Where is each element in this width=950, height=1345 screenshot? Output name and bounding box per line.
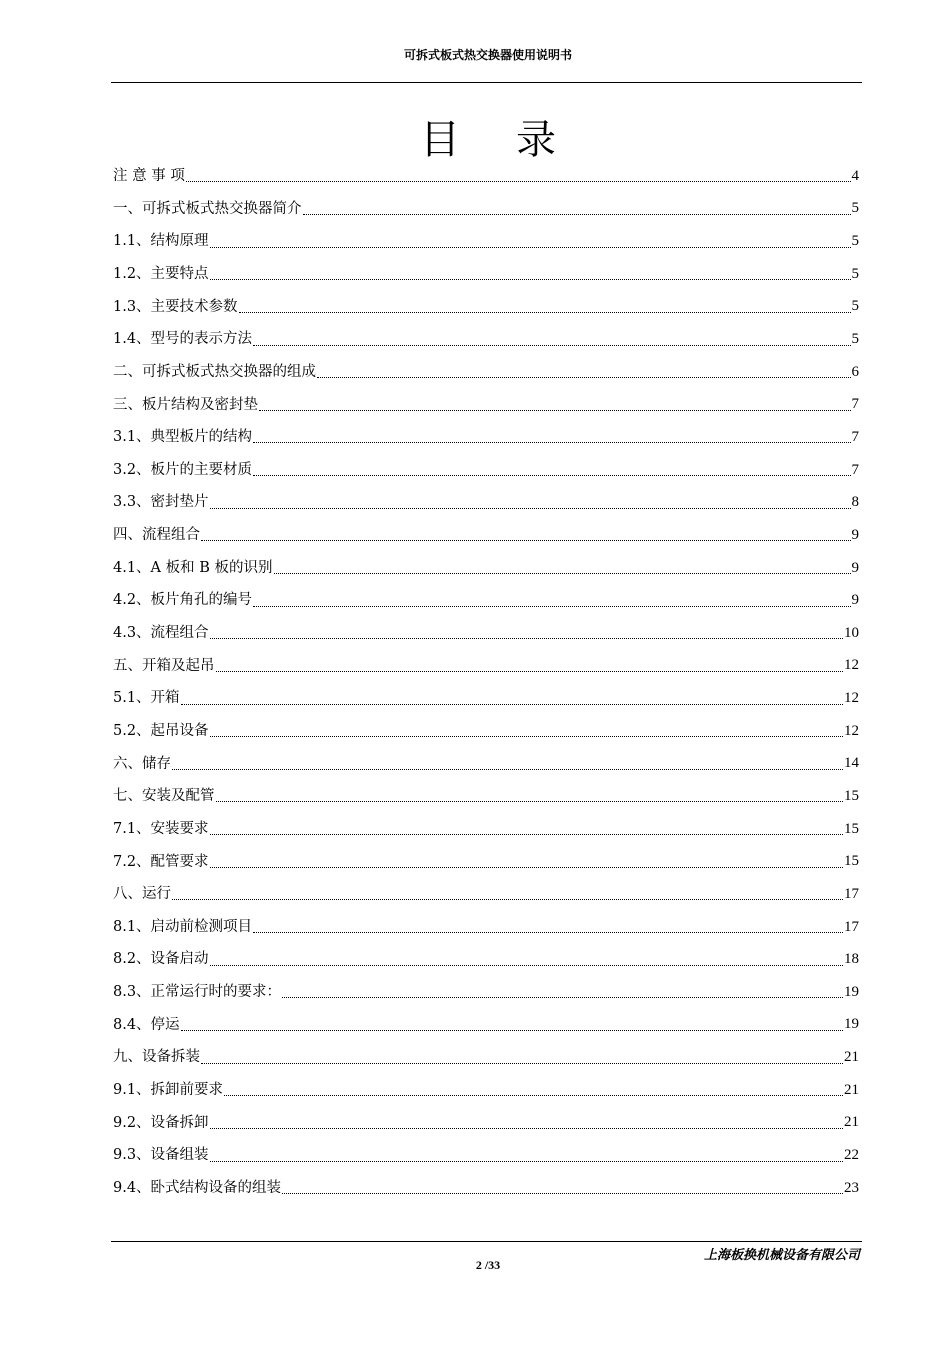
toc-entry-page: 5 xyxy=(851,265,859,282)
toc-entry-page: 7 xyxy=(851,396,859,413)
toc-entry[interactable] xyxy=(113,323,859,356)
toc-entry[interactable] xyxy=(113,1139,859,1172)
toc-entry-page: 10 xyxy=(844,624,859,641)
toc-entry[interactable] xyxy=(113,748,859,781)
toc-entry-page: 7 xyxy=(851,461,859,478)
dot-leader xyxy=(181,1029,843,1031)
toc-entry-label: 4.1、A 板和 B 板的识别 xyxy=(113,559,273,576)
toc-entry-label: 9.1、拆卸前要求 xyxy=(113,1082,224,1098)
toc-entry-page: 5 xyxy=(851,331,859,348)
dot-leader xyxy=(216,800,844,802)
toc-entry-label: 9.3、设备组装 xyxy=(113,1147,209,1164)
toc-entry-label: 五、开箱及起吊 xyxy=(113,657,215,674)
footer-divider xyxy=(111,1241,862,1242)
header-divider xyxy=(111,82,862,83)
toc-entry[interactable] xyxy=(113,943,859,976)
dot-leader xyxy=(216,670,844,672)
toc-entry[interactable] xyxy=(113,258,859,291)
toc-entry[interactable] xyxy=(113,650,859,683)
toc-entry-page: 4 xyxy=(851,167,859,184)
toc-entry-page: 5 xyxy=(851,298,859,315)
dot-leader xyxy=(224,1094,843,1096)
toc-entry-label: 5.1、开箱 xyxy=(113,690,180,707)
toc-entry[interactable] xyxy=(113,519,859,552)
toc-entry[interactable] xyxy=(113,356,859,389)
toc-entry[interactable] xyxy=(113,845,859,878)
toc-entry-label: 八、运行 xyxy=(113,886,171,903)
toc-entry-page: 12 xyxy=(844,690,859,707)
dot-leader xyxy=(181,703,843,705)
toc-entry[interactable] xyxy=(113,454,859,487)
toc-entry-page: 5 xyxy=(851,233,859,250)
toc-entry-label: 四、流程组合 xyxy=(113,527,200,544)
dot-leader xyxy=(210,735,843,737)
toc-entry[interactable] xyxy=(113,1074,859,1107)
toc-entry[interactable] xyxy=(113,193,859,226)
dot-leader xyxy=(210,1160,843,1162)
toc-entry-label: 3.1、典型板片的结构 xyxy=(113,429,253,446)
toc-entry[interactable] xyxy=(113,1107,859,1140)
dot-leader xyxy=(282,1192,843,1194)
dot-leader xyxy=(210,866,843,868)
toc-entry[interactable] xyxy=(113,552,859,585)
toc-entry-label: 4.3、流程组合 xyxy=(113,625,209,642)
dot-leader xyxy=(253,344,850,346)
toc-entry-label: 3.3、密封垫片 xyxy=(113,494,209,511)
toc-entry-label: 九、设备拆装 xyxy=(113,1049,200,1066)
dot-leader xyxy=(317,376,851,378)
toc-entry-label: 9.2、设备拆卸 xyxy=(113,1114,209,1131)
toc-entry-page: 14 xyxy=(844,755,859,772)
toc-entry-label: 8.3、正常运行时的要求： xyxy=(113,984,282,1001)
toc-entry-label: 1.3、主要技术参数 xyxy=(113,298,238,315)
toc-entry-label: 8.1、启动前检测项目 xyxy=(113,918,253,935)
toc-entry[interactable] xyxy=(113,1172,859,1205)
dot-leader xyxy=(282,996,843,998)
toc-entry[interactable] xyxy=(113,878,859,911)
toc-entry-page: 21 xyxy=(844,1114,859,1131)
toc-heading: 目录 xyxy=(420,117,612,163)
toc-entry-page: 17 xyxy=(844,918,859,935)
toc-entry-page: 5 xyxy=(851,200,859,217)
toc-entry-label: 三、板片结构及密封垫 xyxy=(113,396,258,413)
toc-entry[interactable] xyxy=(113,486,859,519)
dot-leader xyxy=(210,507,851,509)
toc-entry-page: 12 xyxy=(844,722,859,739)
dot-leader xyxy=(253,605,850,607)
toc-entry[interactable] xyxy=(113,291,859,324)
dot-leader xyxy=(253,931,843,933)
toc-entry[interactable] xyxy=(113,388,859,421)
toc-entry[interactable] xyxy=(113,682,859,715)
toc-entry[interactable] xyxy=(113,780,859,813)
dot-leader xyxy=(210,1127,843,1129)
dot-leader xyxy=(210,964,843,966)
footer-company-name: 上海板换机械设备有限公司 xyxy=(703,1248,860,1263)
page-number: 2 /33 xyxy=(475,1258,501,1272)
dot-leader xyxy=(274,572,851,574)
dot-leader xyxy=(253,474,850,476)
toc-entry[interactable] xyxy=(113,225,859,258)
dot-leader xyxy=(253,441,850,443)
dot-leader xyxy=(186,180,851,182)
toc-entry-label: 8.2、设备启动 xyxy=(113,951,209,968)
toc-entry-page: 6 xyxy=(851,363,859,380)
toc-entry[interactable] xyxy=(113,911,859,944)
toc-entry-label: 4.2、板片角孔的编号 xyxy=(113,592,253,609)
dot-leader xyxy=(239,311,851,313)
toc-entry-page: 15 xyxy=(844,853,859,870)
toc-entry-label: 3.2、板片的主要材质 xyxy=(113,461,253,478)
toc-entry-page: 15 xyxy=(844,820,859,837)
toc-entry-page: 22 xyxy=(844,1147,859,1164)
toc-entry-page: 7 xyxy=(851,428,859,445)
document-header-title: 可拆式板式热交换器使用说明书 xyxy=(403,48,572,62)
toc-entry-page: 21 xyxy=(844,1049,859,1066)
toc-entry[interactable] xyxy=(113,1041,859,1074)
toc-entry-page: 9 xyxy=(851,592,859,609)
toc-entry-label: 六、储存 xyxy=(113,755,171,772)
dot-leader xyxy=(172,898,843,900)
toc-entry-page: 8 xyxy=(851,494,859,511)
toc-entry-page: 9 xyxy=(851,526,859,543)
table-of-contents xyxy=(113,160,859,1205)
dot-leader xyxy=(201,539,851,541)
toc-entry-page: 17 xyxy=(844,885,859,902)
dot-leader xyxy=(172,768,843,770)
toc-entry-page: 19 xyxy=(844,983,859,1000)
toc-entry-label: 1.1、结构原理 xyxy=(113,233,209,250)
toc-entry[interactable] xyxy=(113,584,859,617)
toc-entry[interactable] xyxy=(113,421,859,454)
toc-entry[interactable] xyxy=(113,617,859,650)
dot-leader xyxy=(210,246,851,248)
dot-leader xyxy=(303,213,851,215)
dot-leader xyxy=(201,1062,843,1064)
toc-entry[interactable] xyxy=(113,715,859,748)
dot-leader xyxy=(259,409,851,411)
dot-leader xyxy=(210,278,851,280)
dot-leader xyxy=(210,833,843,835)
toc-entry-label: 一、可拆式板式热交换器简介 xyxy=(113,200,302,217)
toc-entry-page: 21 xyxy=(844,1081,859,1098)
toc-entry-page: 15 xyxy=(844,787,859,804)
toc-entry-label: 7.2、配管要求 xyxy=(113,853,209,870)
toc-entry[interactable] xyxy=(113,976,859,1009)
toc-entry-label: 二、可拆式板式热交换器的组成 xyxy=(113,363,316,380)
toc-entry[interactable] xyxy=(113,160,859,193)
toc-entry-label: 5.2、起吊设备 xyxy=(113,722,209,739)
toc-entry-label: 七、安装及配管 xyxy=(113,788,215,805)
toc-entry-page: 9 xyxy=(851,559,859,576)
toc-entry-page: 12 xyxy=(844,657,859,674)
toc-entry[interactable] xyxy=(113,1009,859,1042)
toc-entry[interactable] xyxy=(113,813,859,846)
toc-entry-page: 23 xyxy=(844,1179,859,1196)
toc-entry-page: 18 xyxy=(844,951,859,968)
toc-entry-label: 7.1、安装要求 xyxy=(113,820,209,837)
toc-entry-label: 1.2、主要特点 xyxy=(113,265,209,282)
toc-entry-label: 8.4、停运 xyxy=(113,1016,180,1033)
toc-entry-page: 19 xyxy=(844,1016,859,1033)
toc-entry-label: 1.4、型号的表示方法 xyxy=(113,331,253,348)
dot-leader xyxy=(210,637,843,639)
toc-entry-label: 注 意 事 项 xyxy=(113,168,185,185)
toc-entry-label: 9.4、卧式结构设备的组装 xyxy=(113,1179,282,1196)
